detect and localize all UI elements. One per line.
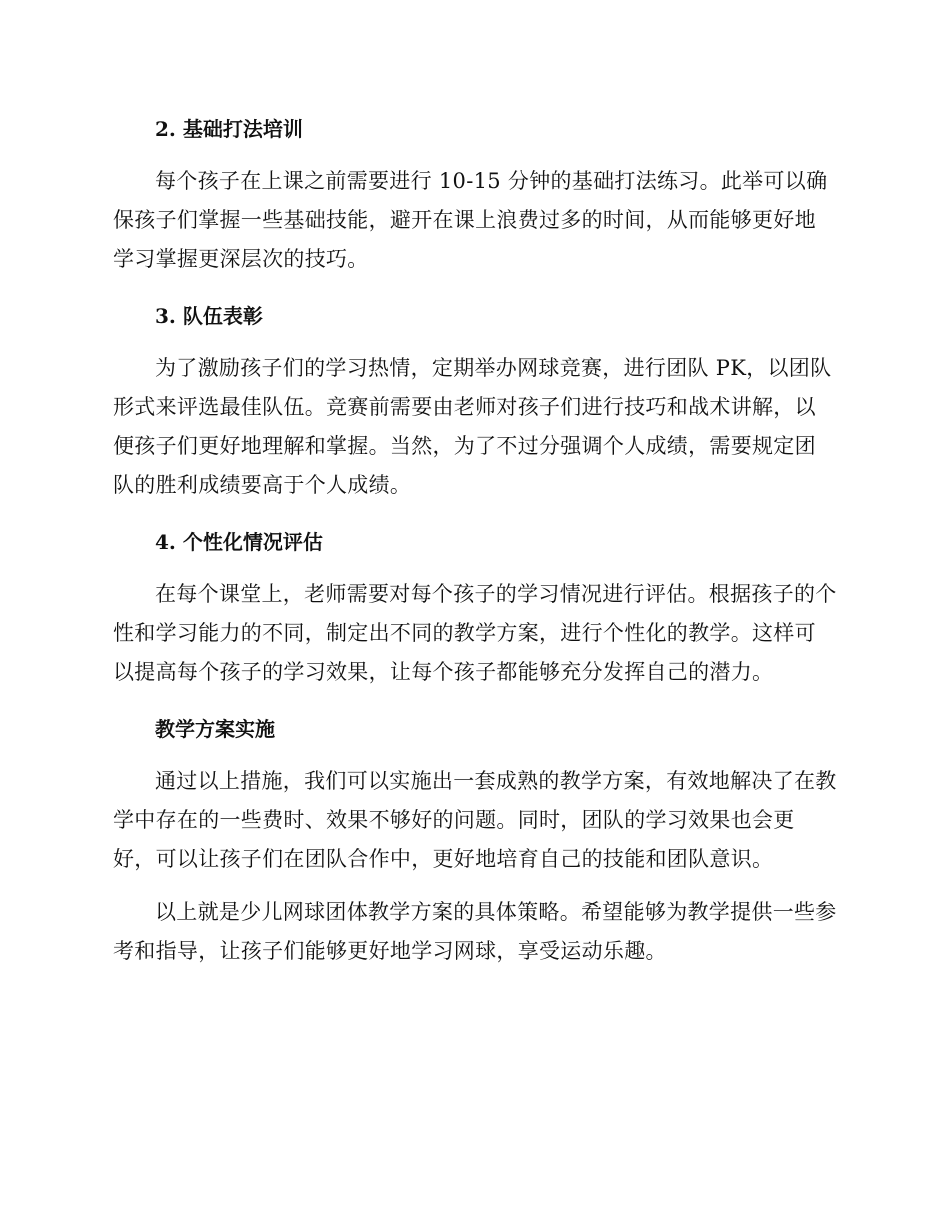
closing-paragraph: 以上就是少儿网球团体教学方案的具体策略。希望能够为教学提供一些参考和指导，让孩子们能够更好地学习网球，享受运动乐趣。 — [113, 900, 837, 963]
section-paragraph-implementation: 通过以上措施，我们可以实施出一套成熟的教学方案，有效地解决了在教学中存在的一些费时、效果不够好的问题。同时，团队的学习效果也会更好，可以让孩子们在团队合作中，更好地培育自己的技能和团队意识。 — [113, 769, 837, 871]
section-heading-basic-training: 2. 基础打法培训 — [155, 117, 303, 141]
section-paragraph-basic-training: 每个孩子在上课之前需要进行 10-15 分钟的基础打法练习。此举可以确保孩子们掌握一些基础技能，避开在课上浪费过多的时间，从而能够更好地学习掌握更深层次的技巧。 — [113, 169, 828, 271]
section-paragraph-team-award: 为了激励孩子们的学习热情，定期举办网球竞赛，进行团队 PK，以团队形式来评选最佳队伍。竞赛前需要由老师对孩子们进行技巧和战术讲解，以便孩子们更好地理解和掌握。当然，为了不过分强调个人成绩，需要规定团队的胜利成绩要高于个人成绩。 — [113, 356, 832, 497]
section-heading-personal-assessment: 4. 个性化情况评估 — [155, 530, 323, 554]
section-heading-team-award: 3. 队伍表彰 — [155, 304, 263, 328]
document-content — [113, 110, 837, 971]
section-paragraph-personal-assessment: 在每个课堂上，老师需要对每个孩子的学习情况进行评估。根据孩子的个性和学习能力的不同，制定出不同的教学方案，进行个性化的教学。这样可以提高每个孩子的学习效果，让每个孩子都能够充分发挥自己的潜力。 — [113, 582, 837, 684]
section-heading-implementation: 教学方案实施 — [155, 717, 275, 741]
